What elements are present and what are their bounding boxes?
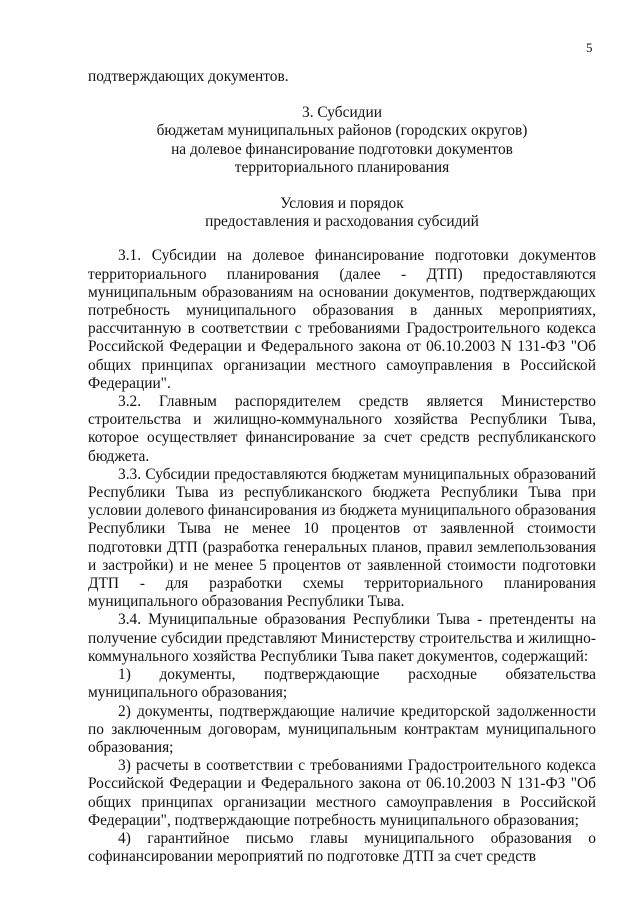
list-item-4: 4) гарантийное письмо главы муниципального образования о софинансировании мероприятий по подготовке ДТП за счет средств	[88, 829, 596, 866]
list-item-2: 2) документы, подтверждающие наличие кредиторской задолженности по заключенным договорам, муниципальным контрактам муниципального образования;	[88, 702, 596, 756]
subheading	[88, 195, 596, 231]
section-heading-line: 3. Субсидии	[302, 104, 382, 122]
subheading-line: предоставления и расходования субсидий	[205, 213, 479, 231]
list-item-3: 3) расчеты в соответствии с требованиями Градостроительного кодекса Российской Федерации и Федерального закона от 06.10.2003 N 131-ФЗ "Об общих принципах организации местного самоуправления в Российской Федерации", подтверждающие потребность муниципального образования;	[88, 757, 596, 829]
document-body	[88, 68, 596, 866]
continuation-text: подтверждающих документов.	[88, 68, 289, 85]
paragraph-3-3: 3.3. Субсидии предоставляются бюджетам муниципальных образований Республики Тыва из республиканского бюджета Республики Тыва при условии долевого финансирования из бюджета муниципального образования Республики Тыва не менее 10 процентов от заявленной стоимости подготовки ДТП (разработка генеральных планов, правил землепользования и застройки) и не менее 5 процентов от заявленной стоимости подготовки ДТП - для разработки схемы территориального планирования муниципального образования Республики Тыва.	[88, 465, 596, 611]
paragraph-3-1: 3.1. Субсидии на долевое финансирование подготовки документов территориального планирования (далее - ДТП) предоставляются муниципальным образованиям на основании документов, подтверждающих потребность муниципального образования в данных мероприятиях, рассчитанную в соответствии с требованиями Градостроительного кодекса Российской Федерации и Федерального закона от 06.10.2003 N 131-ФЗ "Об общих принципах организации местного самоуправления в Российской Федерации".	[88, 247, 596, 392]
list-item-1: 1) документы, подтверждающие расходные обязательства муниципального образования;	[88, 666, 596, 702]
page-number: 5	[586, 40, 593, 55]
subheading-line: Условия и порядок	[280, 195, 404, 213]
section-heading	[88, 104, 596, 177]
section-heading-line: на долевое финансирование подготовки документов	[171, 140, 513, 158]
section-heading-line: бюджетам муниципальных районов (городских округов)	[156, 122, 528, 140]
section-heading-line: территориального планирования	[234, 158, 450, 176]
paragraph-3-2: 3.2. Главным распорядителем средств является Министерство строительства и жилищно-коммунального хозяйства Республики Тыва, которое осуществляет финансирование за счет средств республиканского бюджета.	[88, 393, 596, 465]
paragraph-3-4: 3.4. Муниципальные образования Республики Тыва - претенденты на получение субсидии представляют Министерству строительства и жилищно-коммунального хозяйства Республики Тыва пакет документов, содержащий:	[88, 611, 596, 665]
